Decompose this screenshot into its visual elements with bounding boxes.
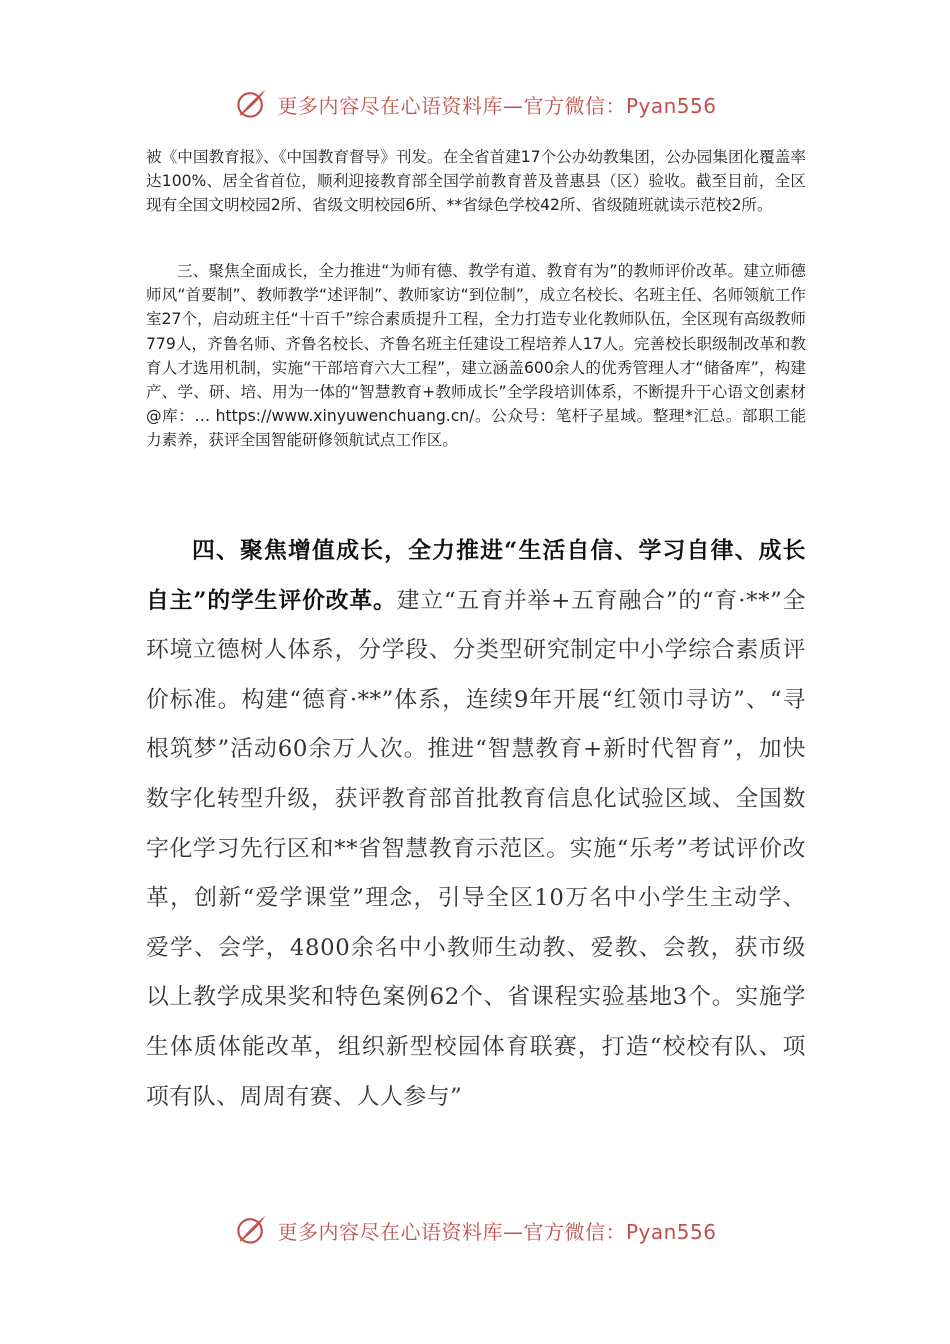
header-watermark	[0, 84, 950, 124]
section-heading-four: 四、聚焦增值成长，全力推进“生活自信、学习自律、成长自主”的学生评价改革。	[146, 538, 806, 614]
paragraph-student-evaluation	[146, 527, 806, 1122]
footer-watermark	[0, 1210, 950, 1250]
watermark-text: 更多内容尽在心语资料库—官方微信：Pyan556	[277, 93, 717, 118]
paragraph-teacher-evaluation: 三、聚焦全面成长，全力推进“为师有德、教学有道、教育有为”的教师评价改革。建立师德师风“首要制”、教师教学“述评制”、教师家访“到位制”，成立名校长、名班主任、名师领航工作室27个，启动班主任“十百千”综合素质提升工程，全力打造专业化教师队伍，全区现有高级教师779人，齐鲁名师、齐鲁名校长、齐鲁名班主任建设工程培养人17人。完善校长职级制改革和教育人才选用机制，实施“干部培育六大工程”，建立涵盖600余人的优秀管理人才“储备库”，构建产、学、研、培、用为一体的“智慧教育+教师成长”全学段培训体系，不断提升干心语文创素材@库：… https://www.xinyuwenchuang.cn/。公众号：笔杆子星域。整理*汇总。部职工能力素养，获评全国智能研修领航试点工作区。	[146, 262, 806, 450]
paragraph-continued: 被《中国教育报》、《中国教育督导》刊发。在全省首建17个公办幼教集团，公办园集团化覆盖率达100%、居全省首位，顺利迎接教育部全国学前教育普及普惠县（区）验收。截至目前，全区现有全国文明校园2所、省级文明校园6所、**省绿色学校42所、省级随班就读示范校2所。	[146, 148, 806, 215]
watermark-text: 更多内容尽在心语资料库—官方微信：Pyan556	[277, 1219, 717, 1244]
quill-logo-icon	[233, 86, 269, 122]
section-four-body: 建立“五育并举+五育融合”的“育·**”全环境立德树人体系，分学段、分类型研究制定中小学综合素质评价标准。构建“德育·**”体系，连续9年开展“红领巾寻访”、“寻根筑梦”活动60余万人次。推进“智慧教育+新时代智育”，加快数字化转型升级，获评教育部首批教育信息化试验区域、全国数字化学习先行区和**省智慧教育示范区。实施“乐考”考试评价改革，创新“爱学课堂”理念，引导全区10万名中小学生主动学、爱学、会学，4800余名中小教师生动教、爱教、会教，获市级以上教学成果奖和特色案例62个、省课程实验基地3个。实施学生体质体能改革，组织新型校园体育联赛，打造“校校有队、项项有队、周周有赛、人人参与”	[146, 587, 806, 1110]
quill-logo-icon	[233, 1212, 269, 1248]
